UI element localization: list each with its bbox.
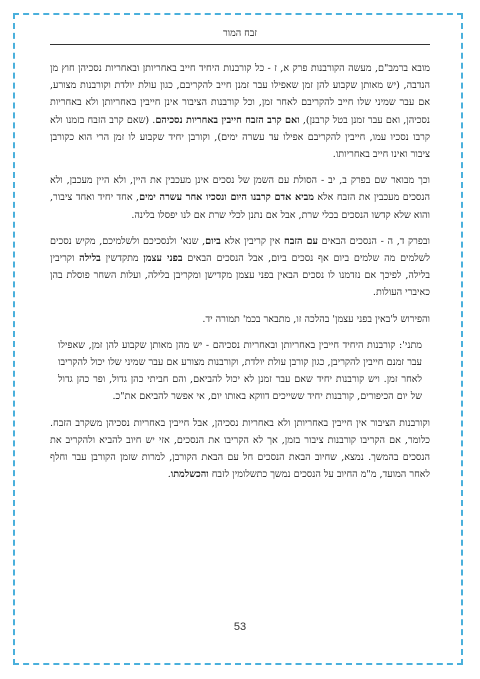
paragraph-1: מובא ברמב"ם, מעשה הקורבנות פרק א, ז - כל קורבנות היחיד חייב באחריותן ובאחריות נסכיהן חוץ מן הנדבה, (יש מאותן שקבוע להן זמן שאפילו עבר זמנן חייב להקריבם, כגון עולת יולדת וקורבנות מצורע, אם עבר שמיני שלו חייב להקריבם לאחר זמן, וכל קורבנות הציבור אינן חייבין באחריותן ולא באחריות נסכיהן, ואם עבר זמנן בטל קרבנן), ואם קרב הזבח חייבין באחריות נסכיהם. (שאם קרב הזבח בזמנו ולא קרבו נסכיו עמו, חייבין להקריבם אפילו עד עשרה ימים), וקורבן יחיד שקבוע לו זמן הרי הוא כקורבן ציבור ואינו חייב באחריותו. <box>50 63 430 161</box>
paragraph-final: וקורבנות הציבור אין חייבין באחריותן ולא באחריות נסכיהן, אבל חייבין באחריות נסכיהן משקרב הזבח. כלומר, אם הקריבו קורבנות ציבור בזמן, אך לא הקריבו את הנסכים, אזי יש חיוב להביא ולהקריב את הנסכים בהמשך. נמצא, שחיוב הבאת הנסכים חל עם הבאת הקורבן, למרות שזמן הקורבן עבר וחלף לאחר המועד, מ"מ החיוב על הנסכים נמשך כתשלומין לזבח והכשלמתו. <box>50 417 430 481</box>
body-text <box>50 60 430 492</box>
page-number: 53 <box>233 621 247 633</box>
mishnah-quote: מתני': קורבנות היחיד חייבין באחריותן ובאחריות נסכיהם - יש מהן מאותן שקבוע להן זמן, שאפילו עבר זמנם חייבין להקריבן, כגון קורבן עולת יולדת, וקורבנות מצורע אם עבר שמיני שלו יכול להקריבו לאחר זמן. ויש קורבנות יחיד שאם עבר זמנן לא יכול להביאם, והם חביתי כהן גדול, ופר כהן גדול של יום הכיפורים, קורבנות יחיד ששייכים דווקא באותו יום, אי אפשר להביאם את"כ. <box>58 339 422 403</box>
header-rule <box>50 44 430 45</box>
paragraph-3: ובפרק ד, ה - הנסכים הבאים עם הזבח אין קריבין אלא ביום, שנא' ולנסכיכם ולשלמיכם, מקיש נסכים לשלמים מה שלמים ביום אף נסכים ביום, אבל הנסכים הבאים בפני עצמן מתקדשין בלילה וקריבין בלילה, לפיכך אם נזדמנו לו נסכים הבאין בפני עצמן מקדישן ומקריבן בלילה, ועלות השחר פוסלת בהן כאיברי העולות. <box>50 235 431 299</box>
paragraph-4: והפירוש ל'באין בפני עצמן' בהלכה זו, מתבאר בכמ' תמורה יד. <box>202 313 430 325</box>
running-header: זבח המור <box>222 28 258 39</box>
paragraph-2: וכך מבואר שם בפרק ב, יב - הסולת עם השמן של נסכים אינן מעכבין את היין, ולא היין מעכבן, ולא הנסכים מעכבין את הזבח אלא מביא אדם קרבנו היום ונסכיו אחר עשרה ימים, אחד יחיד ואחד ציבור, והוא שלא קדשו הנסכים בכלי שרת, אבל אם נתנן לכלי שרת אם לנו יפסלו בלינה. <box>50 175 430 221</box>
